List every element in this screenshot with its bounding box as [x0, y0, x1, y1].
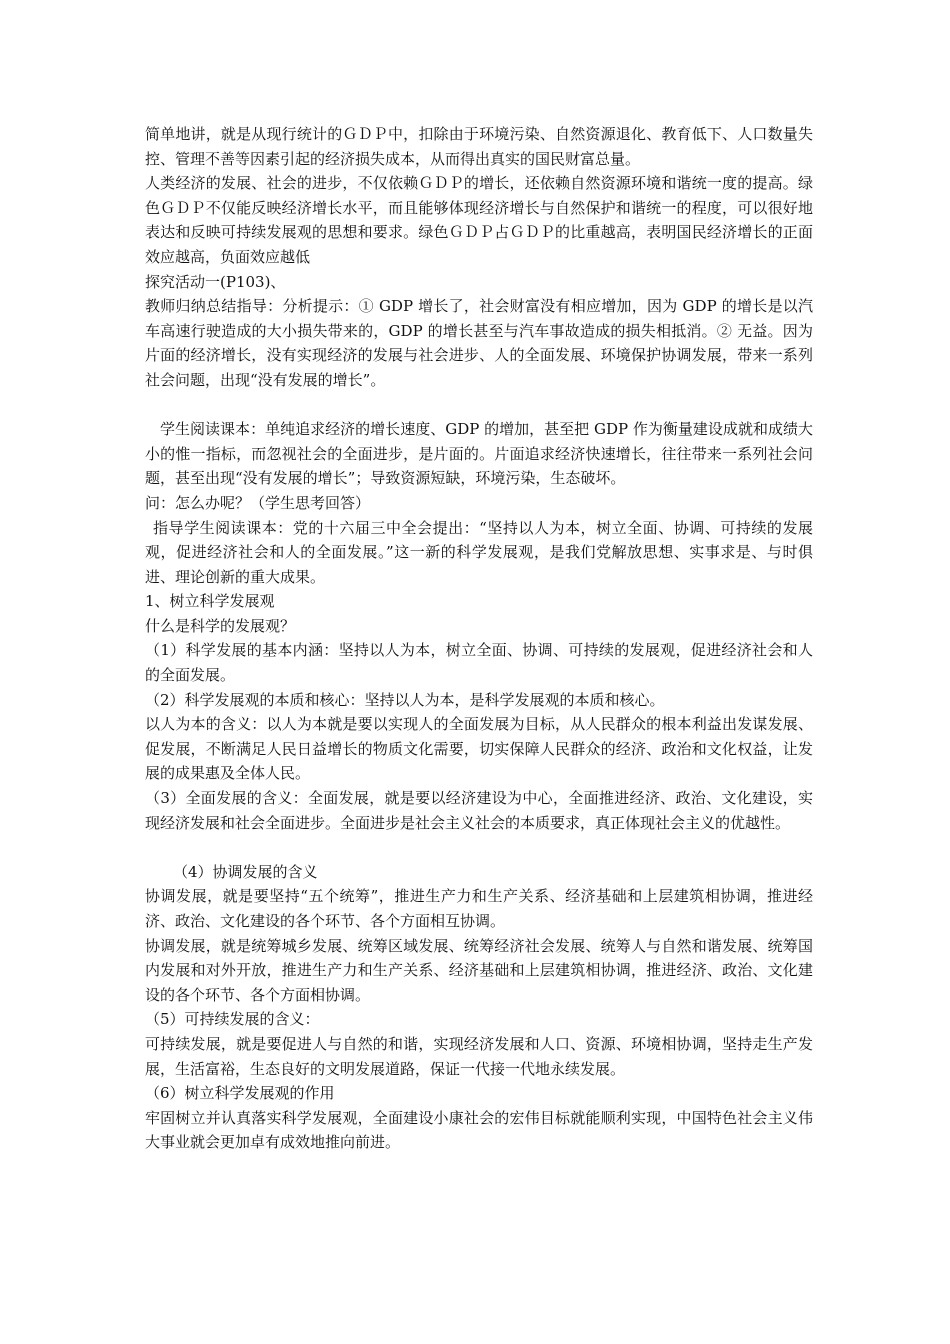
blank-line	[145, 835, 813, 860]
paragraph-coordinated-five-overall: 协调发展，就是要坚持“五个统筹”，推进生产力和生产关系、经济基础和上层建筑相协调，推进经济、政治、文化建设的各个环节、各个方面相互协调。	[145, 887, 813, 930]
paragraph-people-oriented: 以人为本的含义：以人为本就是要以实现人的全面发展为目标，从人民群众的根本利益出发谋发展、促发展，不断满足人民日益增长的物质文化需要，切实保障人民群众的经济、政治和文化权益，让发展的成果惠及全体人民。	[145, 715, 813, 783]
paragraph-coordinated-heading: （4）协调发展的含义	[173, 862, 318, 881]
paragraph-green-gdp-significance: 人类经济的发展、社会的进步，不仅依赖ＧＤＰ的增长，还依赖自然资源环境和谐统一度的提高。绿色ＧＤＰ不仅能反映经济增长水平，而且能够体现经济增长与自然保护和谐统一的程度，可以很好地表达和反映可持续发展观的思想和要求。绿色ＧＤＰ占ＧＤＰ的比重越高，表明国民经济增长的正面效应越高，负面效应越低	[145, 174, 813, 266]
paragraph-basic-connotation: （1）科学发展的基本内涵：坚持以人为本，树立全面、协调、可持续的发展观，促进经济社会和人的全面发展。	[145, 641, 813, 685]
paragraph-sustainable-detail: 可持续发展，就是要促进人与自然的和谐，实现经济发展和人口、资源、环境相协调，坚持走生产发展，生活富裕，生态良好的文明发展道路，保证一代接一代地永续发展。	[145, 1034, 813, 1078]
blank-line	[145, 393, 813, 418]
paragraph-activity-heading: 探究活动一(P103)、	[145, 272, 286, 291]
paragraph-coordinated-detail: 协调发展，就是统筹城乡发展、统筹区域发展、统筹经济社会发展、统筹人与自然和谐发展、统筹国内发展和对外开放，推进生产力和生产关系、经济基础和上层建筑相协调，推进经济、政治、文化建设的各个环节、各个方面相协调。	[145, 936, 813, 1004]
paragraph-comprehensive-development: （3）全面发展的含义：全面发展，就是要以经济建设为中心，全面推进经济、政治、文化建设，实现经济发展和社会全面进步。全面进步是社会主义社会的本质要求，真正体现社会主义的优越性。	[145, 789, 813, 832]
paragraph-green-gdp-definition: 简单地讲，就是从现行统计的ＧＤＰ中，扣除由于环境污染、自然资源退化、教育低下、人口数量失控、管理不善等因素引起的经济损失成本，从而得出真实的国民财富总量。	[145, 125, 813, 168]
section-heading-scientific-outlook: 1、树立科学发展观	[145, 592, 275, 611]
paragraph-essence-core: （2）科学发展观的本质和核心：坚持以人为本，是科学发展观的本质和核心。	[145, 690, 665, 709]
paragraph-sustainable-heading: （5）可持续发展的含义：	[145, 1010, 320, 1029]
document-body	[145, 122, 813, 1155]
paragraph-question: 问：怎么办呢？（学生思考回答）	[145, 493, 371, 512]
paragraph-what-is-scientific-outlook: 什么是科学的发展观？	[145, 616, 296, 635]
paragraph-guided-reading: 指导学生阅读课本：党的十六届三中全会提出：“坚持以人为本，树立全面、协调、可持续的发展观，促进经济社会和人的全面发展。”这一新的科学发展观，是我们党解放思想、实事求是、与时俱进、理论创新的重大成果。	[145, 518, 813, 586]
paragraph-student-reading: 学生阅读课本：单纯追求经济的增长速度、GDP 的增加，甚至把 GDP 作为衡量建设成就和成绩大小的惟一指标，而忽视社会的全面进步，是片面的。片面追求经济快速增长，往往带来一系列社会问题，甚至出现“没有发展的增长”；导致资源短缺，环境污染，生态破坏。	[145, 420, 813, 488]
paragraph-role-detail: 牢固树立并认真落实科学发展观，全面建设小康社会的宏伟目标就能顺利实现，中国特色社会主义伟大事业就会更加卓有成效地推向前进。	[145, 1108, 813, 1152]
paragraph-role-heading: （6）树立科学发展观的作用	[145, 1084, 335, 1103]
paragraph-teacher-summary: 教师归纳总结指导：分析提示：① GDP 增长了，社会财富没有相应增加，因为 GDP 的增长是以汽车高速行驶造成的大小损失带来的，GDP 的增长甚至与汽车事故造成的损失相抵消。② 无益。因为片面的经济增长，没有实现经济的发展与社会进步、人的全面发展、环境保护协调发展，带来一系列社会问题，出现“没有发展的增长”。	[145, 297, 813, 389]
